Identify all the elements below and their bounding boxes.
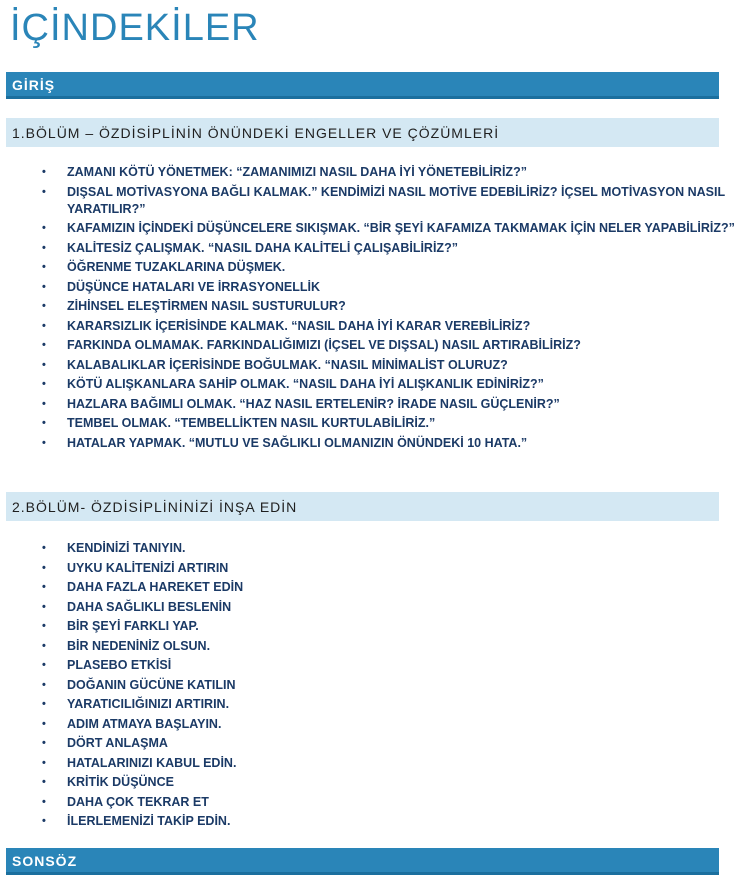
list-item[interactable]: • ZİHİNSEL ELEŞTİRMEN NASIL SUSTURULUR? (42, 299, 346, 313)
section-1-heading[interactable]: 1.BÖLÜM – ÖZDİSİPLİNİN ÖNÜNDEKİ ENGELLER VE ÇÖZÜMLERİ (6, 118, 719, 147)
page-title: İÇİNDEKİLER (10, 7, 260, 49)
bullet-icon: • (42, 698, 46, 710)
bullet-icon: • (42, 776, 46, 788)
bullet-icon: • (42, 436, 46, 449)
section-2-heading[interactable]: 2.BÖLÜM- ÖZDİSİPLİNİNİZİ İNŞA EDİN (6, 492, 719, 521)
list-item[interactable]: • HATALAR YAPMAK. “MUTLU VE SAĞLIKLI OLMANIZIN ÖNÜNDEKİ 10 HATA.” (42, 435, 528, 450)
section-intro[interactable]: GİRİŞ (6, 72, 719, 99)
list-item[interactable]: • YARATICILIĞINIZI ARTIRIN. (42, 697, 230, 711)
list-item[interactable]: • ZAMANI KÖTÜ YÖNETMEK: “ZAMANIMIZI NASIL DAHA İYİ YÖNETEBİLİRİZ?” (42, 165, 527, 179)
bullet-icon: • (42, 678, 46, 691)
list-item[interactable]: • DOĞANIN GÜCÜNE KATILIN (42, 677, 236, 692)
bullet-icon: • (42, 417, 46, 429)
list-item[interactable]: • DAHA FAZLA HAREKET EDİN (42, 580, 244, 594)
list-item[interactable]: • ÖĞRENME TUZAKLARINA DÜŞMEK. (42, 260, 286, 274)
list-item[interactable]: • KARARSIZLIK İÇERİSİNDE KALMAK. “NASIL DAHA İYİ KARAR VEREBİLİRİZ? (42, 318, 531, 333)
bullet-icon: • (42, 659, 46, 671)
list-item[interactable]: • BİR NEDENİNİZ OLSUN. (42, 638, 211, 653)
bullet-icon: • (42, 378, 46, 390)
list-item[interactable]: • KALİTESİZ ÇALIŞMAK. “NASIL DAHA KALİTELİ ÇALIŞABİLİRİZ?” (42, 240, 458, 255)
list-item[interactable]: • ADIM ATMAYA BAŞLAYIN. (42, 716, 222, 731)
bullet-icon: • (42, 300, 46, 312)
list-item[interactable]: • KALABALIKLAR İÇERİSİNDE BOĞULMAK. “NASIL MİNİMALİST OLURUZ? (42, 357, 508, 372)
list-item[interactable]: • UYKU KALİTENİZİ ARTIRIN (42, 560, 229, 575)
section-outro[interactable]: SONSÖZ (6, 848, 719, 875)
list-item[interactable]: • KENDİNİZİ TANIYIN. (42, 541, 186, 555)
bullet-icon: • (42, 717, 46, 730)
list-item[interactable]: • KÖTÜ ALIŞKANLARA SAHİP OLMAK. “NASIL DAHA İYİ ALIŞKANLIK EDİNİRİZ?” (42, 377, 544, 391)
bullet-icon: • (42, 581, 46, 593)
list-item[interactable]: • DÜŞÜNCE HATALARI VE İRRASYONELLİK (42, 279, 321, 294)
bullet-icon: • (42, 319, 46, 332)
list-item[interactable]: • İLERLEMENİZİ TAKİP EDİN. (42, 814, 231, 828)
bullet-icon: • (42, 222, 46, 234)
bullet-icon: • (42, 339, 46, 351)
bullet-icon: • (42, 756, 46, 769)
bullet-icon: • (42, 795, 46, 808)
list-item[interactable]: • KRİTİK DÜŞÜNCE (42, 775, 174, 789)
bullet-icon: • (42, 166, 46, 178)
bullet-icon: • (42, 261, 46, 273)
bullet-icon: • (42, 737, 46, 749)
section-2-list (0, 540, 737, 833)
list-item[interactable]: • DAHA ÇOK TEKRAR ET (42, 794, 209, 809)
bullet-icon: • (42, 620, 46, 632)
bullet-icon: • (42, 358, 46, 371)
list-item[interactable]: • FARKINDA OLMAMAK. FARKINDALIĞIMIZI (İÇSEL VE DIŞSAL) NASIL ARTIRABİLİRİZ? (42, 338, 581, 352)
bullet-icon: • (42, 542, 46, 554)
bullet-icon: • (42, 280, 46, 293)
list-item[interactable]: • DÖRT ANLAŞMA (42, 736, 168, 750)
bullet-icon: • (42, 815, 46, 827)
list-item[interactable]: • KAFAMIZIN İÇİNDEKİ DÜŞÜNCELERE SIKIŞMAK. “BİR ŞEYİ KAFAMIZA TAKMAMAK İÇİN NELER YAPABİLİRİZ?” (42, 221, 735, 235)
bullet-icon: • (42, 241, 46, 254)
bullet-icon: • (42, 397, 46, 410)
bullet-icon: • (42, 185, 46, 198)
list-item[interactable]: • HATALARINIZI KABUL EDİN. (42, 755, 237, 770)
list-item[interactable]: • DIŞSAL MOTİVASYONA BAĞLI KALMAK.” KENDİMİZİ NASIL MOTİVE EDEBİLİRİZ? İÇSEL MOTİVASYON NASIL YARATILIR?” (42, 184, 725, 216)
list-item[interactable]: • BİR ŞEYİ FARKLI YAP. (42, 619, 199, 633)
list-item[interactable]: • HAZLARA BAĞIMLI OLMAK. “HAZ NASIL ERTELENİR? İRADE NASIL GÜÇLENİR?” (42, 396, 560, 411)
list-item[interactable]: • TEMBEL OLMAK. “TEMBELLİKTEN NASIL KURTULABİLİRİZ.” (42, 416, 436, 430)
list-item[interactable]: • DAHA SAĞLIKLI BESLENİN (42, 599, 232, 614)
bullet-icon: • (42, 639, 46, 652)
list-item[interactable]: • PLASEBO ETKİSİ (42, 658, 172, 672)
bullet-icon: • (42, 561, 46, 574)
section-1-list (0, 164, 737, 454)
bullet-icon: • (42, 600, 46, 613)
